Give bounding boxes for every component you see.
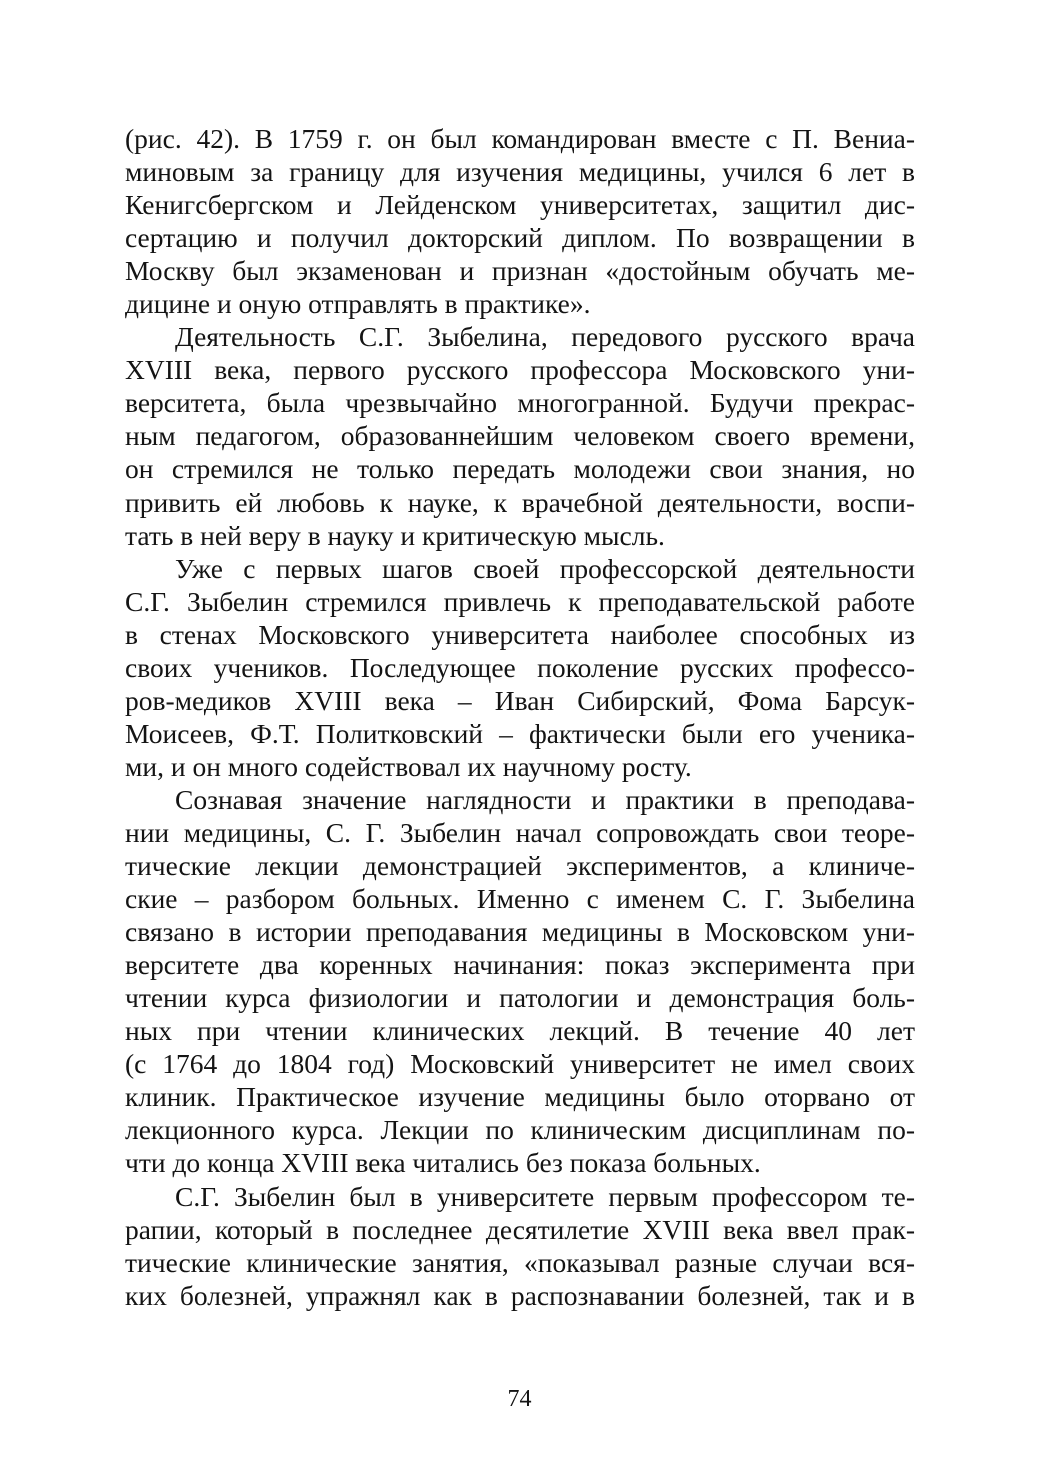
paragraph-5 (125, 1180, 915, 1312)
text-line: в стенах Московского университета наиболее способных из (125, 618, 915, 650)
text-line: тические лекции демонстрацией экспериментов, а клиниче- (125, 850, 915, 882)
text-line: миновым за границу для изучения медицины, учился 6 лет в (125, 156, 915, 188)
paragraph-3 (125, 552, 915, 783)
text-line: сертацию и получил докторский диплом. По возвращении в (125, 222, 915, 254)
document-body (125, 122, 915, 1312)
text-line: ных при чтении клинических лекций. В течение 40 лет (125, 1015, 915, 1047)
text-line: ких болезней, упражнял как в распознавании болезней, так и в (125, 1279, 915, 1311)
text-line: чти до конца XVIII века читались без показа больных. (125, 1147, 761, 1179)
text-line: своих учеников. Последующее поколение русских профессо- (125, 651, 915, 683)
text-line: ми, и он много содействовал их научному росту. (125, 750, 692, 782)
text-line: привить ей любовь к науке, к врачебной деятельности, воспи- (125, 486, 915, 518)
text-line: клиник. Практическое изучение медицины было оторвано от (125, 1081, 915, 1113)
text-line: он стремился не только передать молодежи свои знания, но (125, 453, 915, 485)
text-line: (рис. 42). В 1759 г. он был командирован вместе с П. Вениа- (125, 123, 915, 154)
text-line: верситета, была чрезвычайно многогранной. Будучи прекрас- (125, 387, 915, 419)
text-line: Сознавая значение наглядности и практики в преподава- (175, 783, 915, 815)
paragraph-1 (125, 122, 915, 320)
text-line: (с 1764 до 1804 год) Московский университет не имел своих (125, 1048, 915, 1080)
paragraph-4 (125, 783, 915, 1180)
text-line: С.Г. Зыбелин стремился привлечь к преподавательской работе (125, 585, 915, 617)
text-line: рапии, который в последнее десятилетие XVIII века ввел прак- (125, 1213, 915, 1245)
text-line: верситете два коренных начинания: показ эксперимента при (125, 949, 915, 981)
text-line: ров-медиков XVIII века – Иван Сибирский, Фома Барсук- (125, 684, 915, 716)
text-line: связано в истории преподавания медицины в Московском уни- (125, 916, 915, 948)
text-line: ным педагогом, образованнейшим человеком своего времени, (125, 420, 915, 452)
text-line: чтении курса физиологии и патологии и демонстрация боль- (125, 982, 915, 1014)
text-line: ские – разбором больных. Именно с именем С. Г. Зыбелина (125, 883, 915, 915)
text-line: Уже с первых шагов своей профессорской деятельности (175, 552, 915, 584)
text-line: Деятельность С.Г. Зыбелина, передового русского врача (175, 321, 915, 353)
text-line: Моисеев, Ф.Т. Политковский – фактически были его ученика- (125, 717, 915, 749)
text-line: тические клинические занятия, «показывал разные случаи вся- (125, 1246, 915, 1278)
text-line: лекционного курса. Лекции по клиническим дисциплинам по- (125, 1114, 915, 1146)
page-number: 74 (507, 1386, 532, 1412)
text-line: Москву был экзаменован и признан «достойным обучать ме- (125, 255, 915, 287)
text-line: дицине и оную отправлять в практике». (125, 288, 591, 320)
text-line: тать в ней веру в науку и критическую мысль. (125, 519, 665, 551)
text-line: XVIII века, первого русского профессора Московского уни- (125, 354, 915, 386)
paragraph-2 (125, 320, 915, 551)
text-line: нии медицины, С. Г. Зыбелин начал сопровождать свои теоре- (125, 816, 915, 848)
text-line: Кенигсбергском и Лейденском университетах, защитил дис- (125, 189, 915, 221)
text-line: С.Г. Зыбелин был в университете первым профессором те- (175, 1180, 915, 1212)
